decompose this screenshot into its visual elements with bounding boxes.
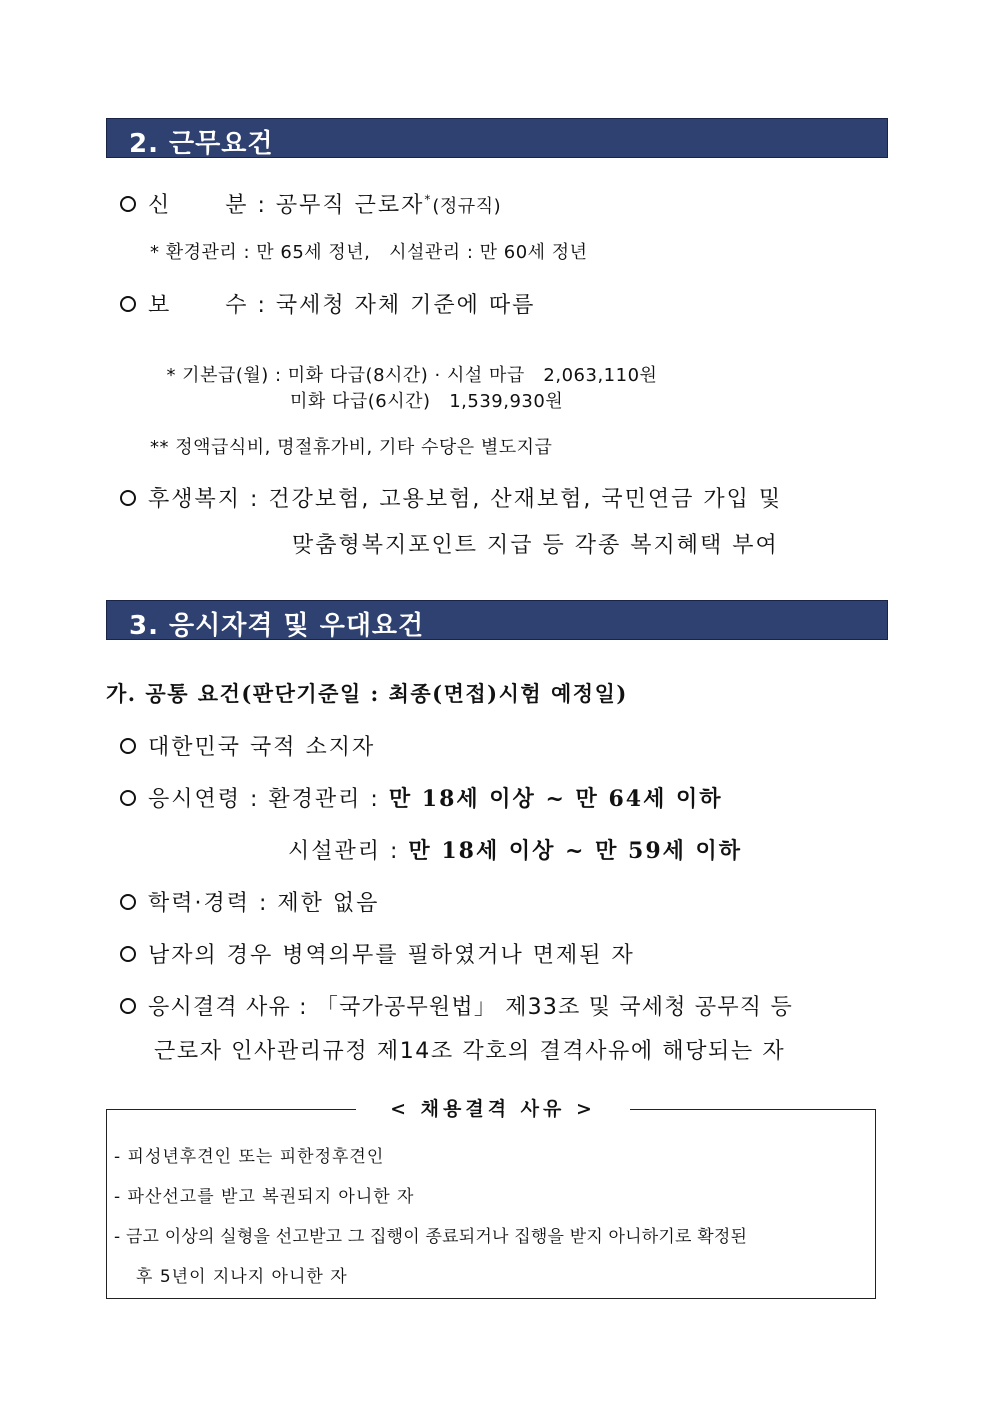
age-row: [120, 782, 722, 813]
box-item-2: - 파산선고를 받고 복권되지 아니한 자: [114, 1187, 415, 1207]
circle-bullet-icon: [120, 998, 136, 1014]
section-2-title: 2. 근무요건: [129, 129, 274, 159]
circle-bullet-icon: [120, 894, 136, 910]
pay-label: 보 수 :: [148, 293, 276, 318]
disqualification-box-title: < 채용결격 사유 >: [356, 1094, 630, 1121]
disqualification-row: [120, 990, 793, 1021]
section-2-header: [106, 118, 888, 158]
status-value: 공무직 근로자: [275, 193, 425, 218]
age-fac-label: 시설관리 :: [288, 839, 409, 864]
section-3-title: 3. 응시자격 및 우대요건: [129, 611, 425, 641]
circle-bullet-icon: [120, 196, 136, 212]
pay-value: 국세청 자체 기준에 따름: [275, 293, 536, 318]
box-item-3-cont: 후 5년이 지나지 아니한 자: [136, 1267, 348, 1287]
pay-note-1-value: 미화 다급(8시간) · 시설 마급 2,063,110원: [287, 365, 658, 386]
pay-note-1-label: * 기본급(월) :: [166, 365, 288, 386]
pay-note-1: [154, 340, 657, 387]
status-note: * 환경관리 : 만 65세 정년, 시설관리 : 만 60세 정년: [150, 242, 588, 263]
nationality-row: [120, 730, 375, 761]
pay-note-2: 미화 다급(6시간) 1,539,930원: [290, 391, 564, 412]
military-text: 남자의 경우 병역의무를 필하였거나 면제된 자: [148, 943, 635, 968]
welfare-row: [120, 482, 782, 513]
pay-row: [120, 288, 535, 319]
welfare-line-2: 맞춤형복지포인트 지급 등 각종 복지혜택 부여: [292, 533, 779, 558]
military-row: [120, 938, 635, 969]
age-fac-value: 만 18세 이상 ~ 만 59세 이하: [408, 838, 743, 864]
age-fac-row: [288, 834, 742, 865]
circle-bullet-icon: [120, 946, 136, 962]
education-text: 학력·경력 : 제한 없음: [148, 891, 380, 916]
age-env-value: 만 18세 이상 ~ 만 64세 이하: [388, 786, 723, 812]
welfare-label: 후생복지 :: [148, 487, 269, 512]
common-requirements-heading: 가. 공통 요건(판단기준일 : 최종(면접)시험 예정일): [106, 681, 628, 706]
disqualification-line-2: 근로자 인사관리규정 제14조 각호의 결격사유에 해당되는 자: [154, 1039, 786, 1064]
circle-bullet-icon: [120, 490, 136, 506]
status-paren: (정규직): [432, 196, 502, 217]
disqualification-line-1: 응시결격 사유 : 「국가공무원법」 제33조 및 국세청 공무직 등: [148, 995, 793, 1020]
box-item-3: - 금고 이상의 실형을 선고받고 그 집행이 종료되거나 집행을 받지 아니하기로 확정된: [114, 1227, 748, 1247]
box-item-1: - 피성년후견인 또는 피한정후견인: [114, 1147, 385, 1167]
pay-note-3: ** 정액급식비, 명절휴가비, 기타 수당은 별도지급: [150, 437, 553, 458]
nationality-text: 대한민국 국적 소지자: [148, 735, 376, 760]
section-3-header: [106, 600, 888, 640]
education-row: [120, 886, 379, 917]
circle-bullet-icon: [120, 738, 136, 754]
status-row: [120, 188, 501, 219]
age-env-label: 환경관리 :: [268, 787, 389, 812]
welfare-line-1: 건강보험, 고용보험, 산재보험, 국민연금 가입 및: [268, 487, 783, 512]
age-label: 응시연령 :: [148, 787, 269, 812]
status-sup: *: [424, 192, 433, 207]
circle-bullet-icon: [120, 296, 136, 312]
status-label: 신 분 :: [148, 193, 276, 218]
circle-bullet-icon: [120, 790, 136, 806]
